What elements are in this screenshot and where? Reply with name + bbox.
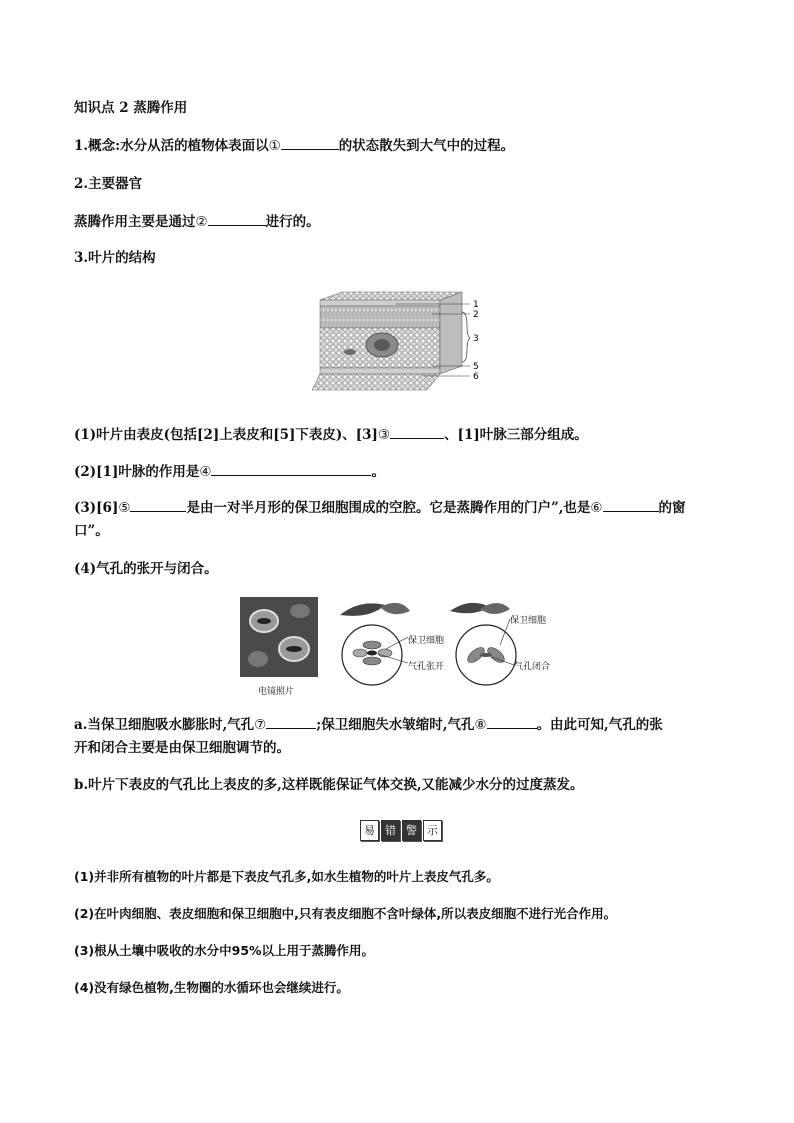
- q3-text-b: 是由一对半月形的保卫细胞围成的空腔。它是蒸腾作用的门户”,也是: [186, 500, 591, 516]
- warning-item-4: (4)没有绿色植物,生物圈的水循环也会继续进行。: [74, 980, 349, 995]
- photo-caption: 电镜照片: [258, 687, 295, 697]
- organ-rest: 进行的。: [265, 214, 320, 230]
- leaf-label-1: 1: [473, 300, 479, 310]
- blank-mark-7: ⑦: [254, 717, 267, 733]
- concept-line: [74, 135, 514, 156]
- error-warning-badge: [360, 820, 442, 841]
- organ-label: 蒸腾作用主要是通过: [74, 214, 196, 230]
- leaf-label-3: 3: [473, 334, 479, 344]
- section-heading: 知识点 2 蒸腾作用: [74, 100, 188, 116]
- structure-heading: 3.叶片的结构: [74, 250, 156, 266]
- guard-cell-label-closed: 保卫细胞: [510, 616, 547, 626]
- q1-text-b: 、[1]叶脉三部分组成。: [444, 427, 588, 443]
- qa-text-a: a.当保卫细胞吸水膨胀时,气孔: [74, 717, 255, 733]
- badge-char-1: 易: [360, 820, 379, 841]
- blank-mark-6: ⑥: [590, 500, 603, 516]
- badge-char-2: 错: [381, 820, 400, 841]
- stoma-closed-label: 气孔闭合: [514, 662, 551, 672]
- question-1: [74, 424, 588, 445]
- leaf-label-6: 6: [473, 372, 479, 382]
- blank-mark-3: ③: [377, 427, 391, 443]
- blank-mark-8: ⑧: [474, 717, 487, 733]
- question-2: [74, 461, 385, 482]
- stomata-diagram: [330, 597, 570, 692]
- qa-text-b: ;保卫细胞失水皱缩时,气孔: [316, 717, 475, 733]
- point-a-continued: 开和闭合主要是由保卫细胞调节的。: [74, 740, 290, 756]
- point-a: [74, 714, 663, 735]
- warning-item-1: (1)并非所有植物的叶片都是下表皮气孔多,如水生植物的叶片上表皮气孔多。: [74, 869, 499, 884]
- blank-mark-5: ⑤: [118, 500, 131, 516]
- qa-text-c: 。由此可知,气孔的张: [536, 717, 663, 733]
- concept-label: 1.概念:水分从活的植物体表面以: [74, 138, 269, 154]
- blank-mark-1: ①: [268, 138, 281, 154]
- q2-text-b: 。: [371, 464, 385, 480]
- blank-mark-4: ④: [199, 464, 212, 480]
- q2-text-a: (2)[1]叶脉的作用是: [74, 464, 200, 480]
- blank-2[interactable]: [208, 211, 266, 226]
- blank-1[interactable]: [281, 135, 339, 150]
- blank-3[interactable]: [390, 424, 444, 439]
- blank-6[interactable]: [603, 497, 659, 512]
- point-b: b.叶片下表皮的气孔比上表皮的多,这样既能保证气体交换,又能减少水分的过度蒸发。: [74, 777, 584, 793]
- blank-7[interactable]: [266, 714, 316, 729]
- question-3: [74, 497, 686, 518]
- leaf-label-5: 5: [473, 362, 479, 372]
- organ-heading: 2.主要器官: [74, 176, 143, 192]
- guard-cell-label-open: 保卫细胞: [408, 636, 445, 646]
- blank-mark-2: ②: [195, 214, 208, 230]
- question-3-continued: 口”。: [74, 523, 109, 539]
- concept-rest: 的状态散失到大气中的过程。: [338, 138, 515, 154]
- badge-char-4: 示: [423, 820, 442, 841]
- warning-item-2: (2)在叶肉细胞、表皮细胞和保卫细胞中,只有表皮细胞不含叶绿体,所以表皮细胞不进行光合作用。: [74, 906, 617, 921]
- q1-text-a: (1)叶片由表皮(包括[2]上表皮和[5]下表皮)、[3]: [74, 427, 378, 443]
- blank-8[interactable]: [487, 714, 537, 729]
- stoma-open-label: 气孔张开: [408, 662, 445, 672]
- blank-5[interactable]: [130, 497, 186, 512]
- warning-item-3: (3)根从土壤中吸收的水分中95%以上用于蒸腾作用。: [74, 943, 375, 958]
- q3-text-a: (3)[6]: [74, 500, 119, 516]
- leaf-structure-diagram: [312, 290, 492, 405]
- electron-micrograph: [240, 597, 318, 677]
- badge-char-3: 警: [402, 820, 421, 841]
- blank-4[interactable]: [211, 461, 371, 476]
- organ-line: [74, 211, 320, 232]
- question-4: (4)气孔的张开与闭合。: [74, 561, 218, 577]
- leaf-label-2: 2: [473, 310, 479, 320]
- q3-text-c: 的窗: [658, 500, 686, 516]
